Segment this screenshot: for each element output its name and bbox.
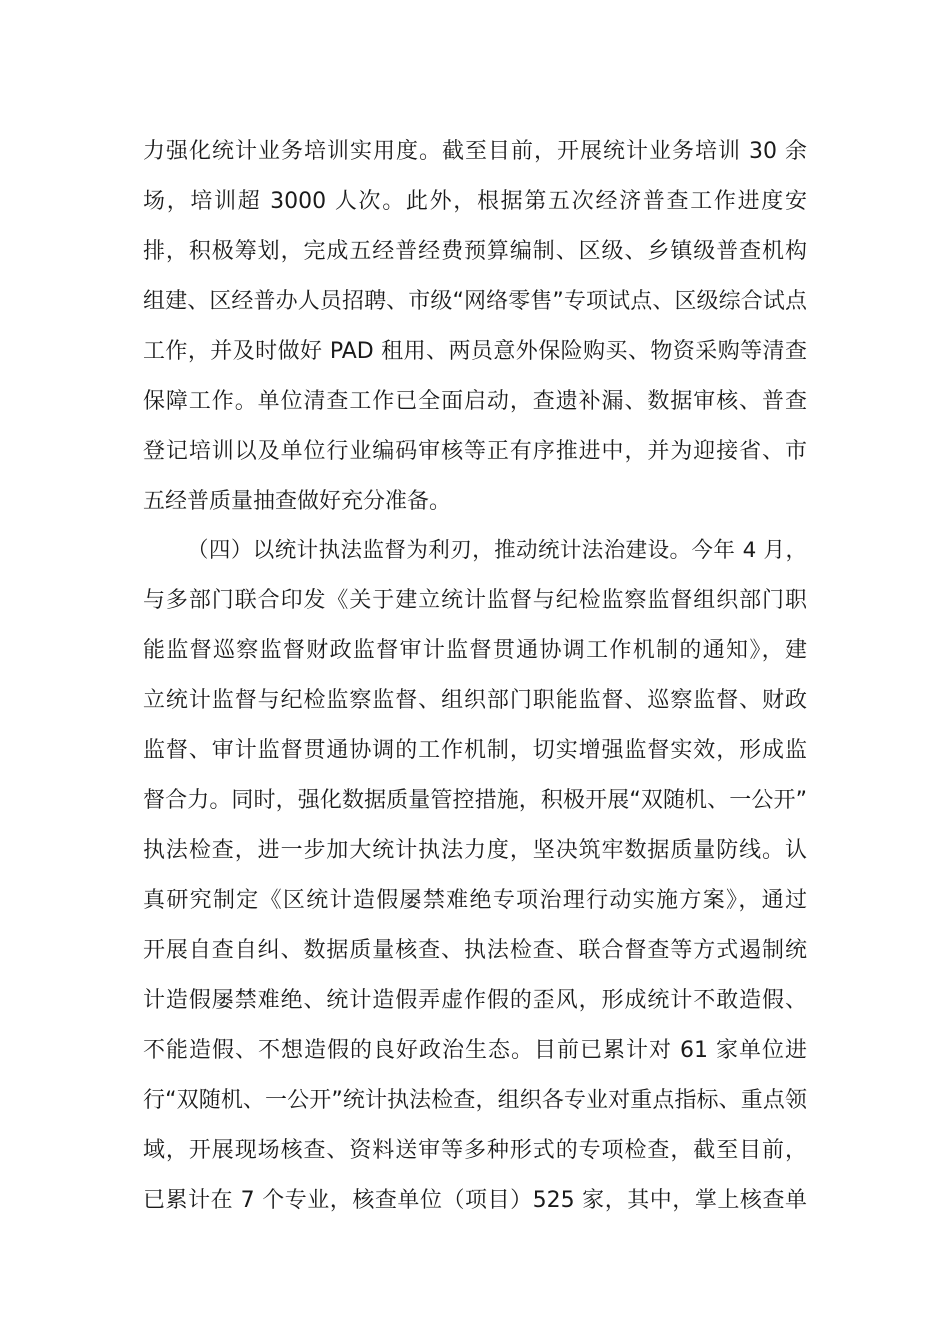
text-line: 已累计在 7 个专业，核查单位（项目）525 家，其中，掌上核查单 xyxy=(143,1188,807,1213)
text-line: 行“双随机、一公开”统计执法检查，组织各专业对重点指标、重点领 xyxy=(143,1088,807,1113)
text-line: 组建、区经普办人员招聘、市级“网络零售”专项试点、区级综合试点 xyxy=(143,289,807,314)
text-line: 督合力。同时，强化数据质量管控措施，积极开展“双随机、一公开” xyxy=(143,788,807,813)
text-line: 能监督巡察监督财政监督审计监督贯通协调工作机制的通知》，建 xyxy=(143,638,807,663)
text-line: 排，积极筹划，完成五经普经费预算编制、区级、乡镇级普查机构 xyxy=(143,239,807,264)
text-line: 与多部门联合印发《关于建立统计监督与纪检监察监督组织部门职 xyxy=(143,588,807,613)
text-line: 立统计监督与纪检监察监督、组织部门职能监督、巡察监督、财政 xyxy=(143,688,807,713)
text-line: 真研究制定《区统计造假屡禁难绝专项治理行动实施方案》，通过 xyxy=(143,888,807,913)
text-line: 开展自查自纠、数据质量核查、执法检查、联合督查等方式遏制统 xyxy=(143,938,807,963)
text-line: 执法检查，进一步加大统计执法力度，坚决筑牢数据质量防线。认 xyxy=(143,838,807,863)
section-heading-line: （四）以统计执法监督为利刃，推动统计法治建设。今年 4 月， xyxy=(187,538,807,563)
text-line: 保障工作。单位清查工作已全面启动，查遗补漏、数据审核、普查 xyxy=(143,389,807,414)
text-line: 计造假屡禁难绝、统计造假弄虚作假的歪风，形成统计不敢造假、 xyxy=(143,988,807,1013)
text-line: 工作，并及时做好 PAD 租用、两员意外保险购买、物资采购等清查 xyxy=(143,339,807,364)
text-line: 力强化统计业务培训实用度。截至目前，开展统计业务培训 30 余 xyxy=(143,139,807,164)
text-line: 域，开展现场核查、资料送审等多种形式的专项检查，截至目前， xyxy=(143,1138,807,1163)
text-line: 登记培训以及单位行业编码审核等正有序推进中，并为迎接省、市 xyxy=(143,439,807,464)
text-line: 不能造假、不想造假的良好政治生态。目前已累计对 61 家单位进 xyxy=(143,1038,807,1063)
text-line: 场，培训超 3000 人次。此外，根据第五次经济普查工作进度安 xyxy=(143,189,807,214)
text-line: 五经普质量抽查做好充分准备。 xyxy=(143,489,452,514)
text-line: 监督、审计监督贯通协调的工作机制，切实增强监督实效，形成监 xyxy=(143,738,807,763)
